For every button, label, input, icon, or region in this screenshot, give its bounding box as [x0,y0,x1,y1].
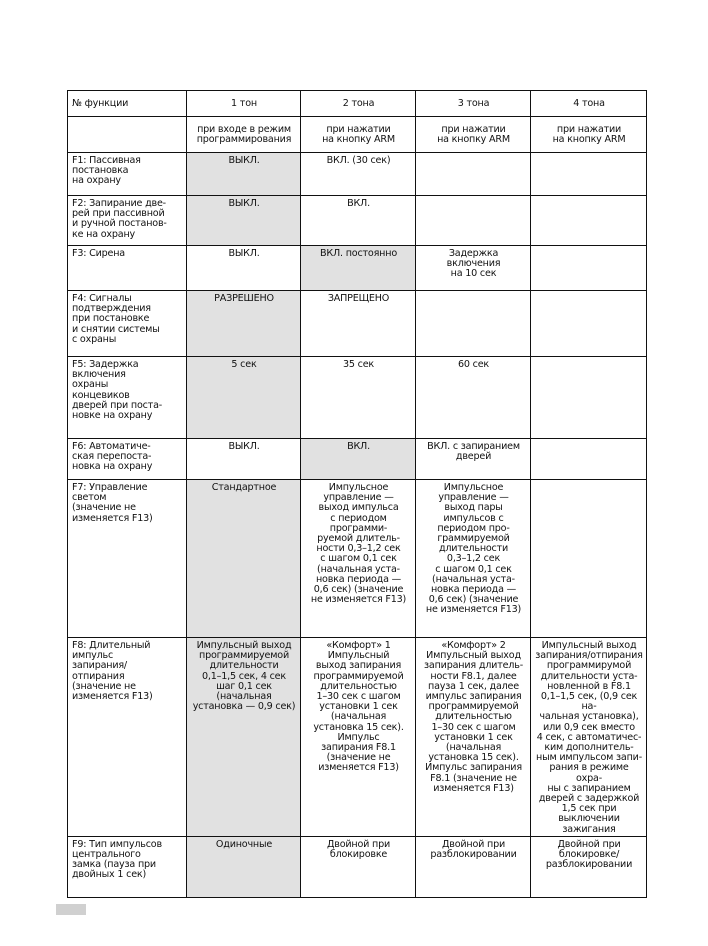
tone-3-cell: 60 сек [416,357,531,439]
tone-2-cell: ВКЛ. [301,196,416,246]
tone-1-cell: Стандартное [187,480,301,638]
header-tone-2: 2 тона [301,91,416,117]
table-row [68,480,647,638]
function-name-cell: F3: Сирена [68,246,187,291]
subheader-tone-2: при нажатии на кнопку ARM [301,117,416,153]
tone-1-cell: Импульсный выход программируемой длительности 0,1–1,5 сек, 4 сек шаг 0,1 сек (начальная установка — 0,9 сек) [187,638,301,837]
table-row [68,836,647,897]
tone-2-cell: ВКЛ. постоянно [301,246,416,291]
table-row [68,246,647,291]
tone-1-cell: Одиночные [187,836,301,897]
function-name-cell: F9: Тип импульсов центрального замка (пауза при двойных 1 сек) [68,836,187,897]
tone-4-cell [531,439,647,480]
tone-2-cell: Импульсное управление — выход импульса с периодом программи- руемой длитель- ности 0,3–1,2 сек с шагом 0,1 сек (начальная уста- новка периода — 0,6 сек) (значение не изменяется F13) [301,480,416,638]
table-subheader-row [68,117,647,153]
header-tone-3: 3 тона [416,91,531,117]
table-row [68,439,647,480]
function-settings-table [67,90,647,898]
tone-4-cell [531,480,647,638]
subheader-tone-4: при нажатии на кнопку ARM [531,117,647,153]
tone-3-cell [416,153,531,196]
function-name-cell: F1: Пассивная постановка на охрану [68,153,187,196]
page-number-marker [56,904,86,915]
tone-4-cell [531,291,647,357]
table-row [68,291,647,357]
function-name-cell: F5: Задержка включения охраны концевиков дверей при поста- новке на охрану [68,357,187,439]
tone-3-cell: Двойной при разблокировании [416,836,531,897]
tone-4-cell [531,196,647,246]
tone-4-cell [531,246,647,291]
tone-3-cell [416,291,531,357]
tone-2-cell: Двойной при блокировке [301,836,416,897]
function-name-cell: F2: Запирание две- рей при пассивной и ручной постанов- ке на охрану [68,196,187,246]
function-name-cell: F8: Длительный импульс запирания/ отпирания (значение не изменяется F13) [68,638,187,837]
tone-1-cell: ВЫКЛ. [187,153,301,196]
tone-1-cell: ВЫКЛ. [187,439,301,480]
function-name-cell: F4: Сигналы подтверждения при постановке и снятии системы с охраны [68,291,187,357]
function-name-cell: F7: Управление светом (значение не изменяется F13) [68,480,187,638]
tone-2-cell: «Комфорт» 1 Импульсный выход запирания программируемой длительностью 1–30 сек с шагом установки 1 сек (начальная установка 15 сек). Импульс запирания F8.1 (значение не изменяется F13) [301,638,416,837]
tone-3-cell [416,196,531,246]
header-tone-1: 1 тон [187,91,301,117]
tone-1-cell: РАЗРЕШЕНО [187,291,301,357]
table-row [68,153,647,196]
subheader-tone-3: при нажатии на кнопку ARM [416,117,531,153]
tone-2-cell: ВКЛ. (30 сек) [301,153,416,196]
tone-1-cell: ВЫКЛ. [187,196,301,246]
header-tone-4: 4 тона [531,91,647,117]
table-row [68,357,647,439]
tone-3-cell: Импульсное управление — выход пары импульсов с периодом про- граммируемой длительности 0,3–1,2 сек с шагом 0,1 сек (начальная уста- новка периода — 0,6 сек) (значение не изменяется F13) [416,480,531,638]
tone-4-cell [531,153,647,196]
tone-3-cell: Задержка включения на 10 сек [416,246,531,291]
tone-2-cell: ЗАПРЕЩЕНО [301,291,416,357]
table-header-row [68,91,647,117]
tone-2-cell: ВКЛ. [301,439,416,480]
tone-3-cell: «Комфорт» 2 Импульсный выход запирания длитель- ности F8.1, далее пауза 1 сек, далее импульс запирания программируемой длительностью 1–30 сек с шагом установки 1 сек (начальная установка 15 сек). Импульс запирания F8.1 (значение не изменяется F13) [416,638,531,837]
table-row [68,196,647,246]
tone-1-cell: 5 сек [187,357,301,439]
function-name-cell: F6: Автоматиче- ская перепоста- новка на охрану [68,439,187,480]
tone-4-cell: Двойной при блокировке/ разблокировании [531,836,647,897]
tone-1-cell: ВЫКЛ. [187,246,301,291]
tone-2-cell: 35 сек [301,357,416,439]
tone-3-cell: ВКЛ. с запиранием дверей [416,439,531,480]
subheader-tone-1: при входе в режим программирования [187,117,301,153]
tone-4-cell: Импульсный выход запирания/отпирания программирумой длительности уста- новленной в F8.1 0,1–1,5 сек, (0,9 сек на- чальная установка), или 0,9 сек вместо 4 сек, с автоматичес- ким дополнитель- ным импульсом запи- рания в режиме охра- ны с запиранием дверей с задержкой 1,5 сек при выключении зажигания [531,638,647,837]
subheader-empty [68,117,187,153]
table-row [68,638,647,837]
header-function-number: № функции [68,91,187,117]
tone-4-cell [531,357,647,439]
